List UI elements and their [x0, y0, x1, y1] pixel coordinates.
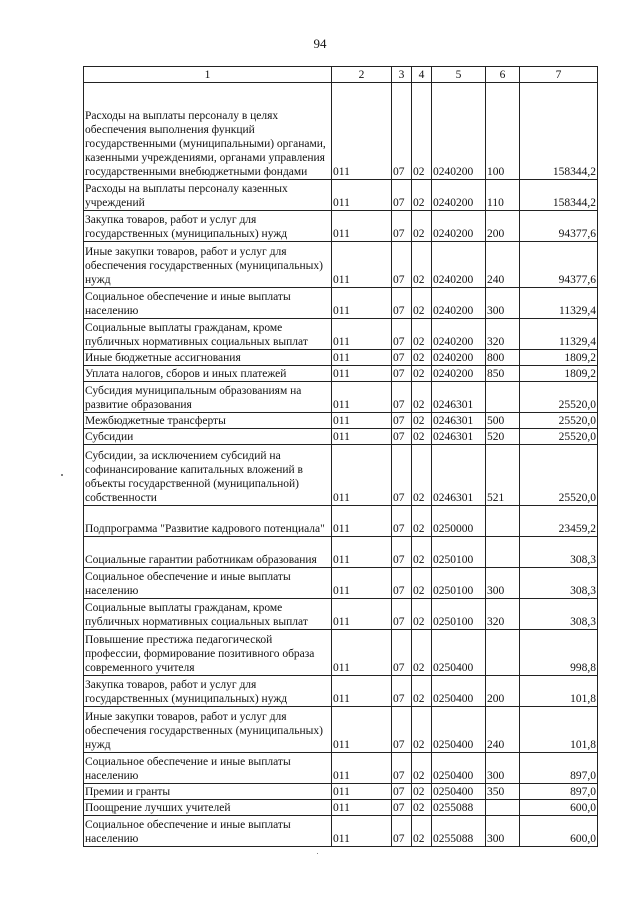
section-code-cell: 07: [392, 413, 412, 429]
subsection-code-cell: 02: [412, 83, 432, 180]
expense-type-cell: 100: [486, 83, 520, 180]
table-row: [84, 429, 598, 445]
expense-type-cell: 200: [486, 676, 520, 707]
expense-type-cell: [486, 382, 520, 413]
subsection-code-cell: 02: [412, 413, 432, 429]
target-article-cell: 0255088: [432, 816, 486, 847]
expense-type-cell: 300: [486, 753, 520, 784]
target-article-cell: 0240200: [432, 211, 486, 242]
amount-cell: 25520,0: [520, 445, 598, 506]
section-code-cell: 07: [392, 83, 412, 180]
amount-cell: 25520,0: [520, 413, 598, 429]
expense-type-cell: 850: [486, 366, 520, 382]
grbs-code-cell: 011: [332, 382, 392, 413]
expense-type-cell: 350: [486, 784, 520, 800]
grbs-code-cell: 011: [332, 413, 392, 429]
subsection-code-cell: 02: [412, 429, 432, 445]
target-article-cell: 0250400: [432, 630, 486, 676]
grbs-code-cell: 011: [332, 350, 392, 366]
row-name-cell: Социальное обеспечение и иные выплаты населению: [84, 816, 332, 847]
amount-cell: 308,3: [520, 568, 598, 599]
section-code-cell: 07: [392, 630, 412, 676]
section-code-cell: 07: [392, 180, 412, 211]
amount-cell: 23459,2: [520, 506, 598, 537]
section-code-cell: 07: [392, 211, 412, 242]
target-article-cell: 0250400: [432, 784, 486, 800]
section-code-cell: 07: [392, 753, 412, 784]
expense-type-cell: [486, 506, 520, 537]
amount-cell: 1809,2: [520, 366, 598, 382]
amount-cell: 1809,2: [520, 350, 598, 366]
section-code-cell: 07: [392, 506, 412, 537]
expense-type-cell: 800: [486, 350, 520, 366]
target-article-cell: 0250000: [432, 506, 486, 537]
subsection-code-cell: 02: [412, 568, 432, 599]
subsection-code-cell: 02: [412, 816, 432, 847]
row-name-cell: Социальные выплаты гражданам, кроме публичных нормативных социальных выплат: [84, 319, 332, 350]
row-name-cell: Поощрение лучших учителей: [84, 800, 332, 816]
page-number: 94: [313, 36, 327, 51]
grbs-code-cell: 011: [332, 537, 392, 568]
grbs-code-cell: 011: [332, 83, 392, 180]
table-row: [84, 630, 598, 676]
target-article-cell: 0255088: [432, 800, 486, 816]
column-header: 1: [84, 67, 332, 83]
target-article-cell: 0250400: [432, 707, 486, 753]
row-name-cell: Субсидии: [84, 429, 332, 445]
amount-cell: 600,0: [520, 800, 598, 816]
column-header: 5: [432, 67, 486, 83]
row-name-cell: Иные закупки товаров, работ и услуг для обеспечения государственных (муниципальных) нужд: [84, 242, 332, 288]
subsection-code-cell: 02: [412, 211, 432, 242]
expense-type-cell: 300: [486, 288, 520, 319]
amount-cell: 308,3: [520, 537, 598, 568]
target-article-cell: 0240200: [432, 180, 486, 211]
scan-speck: [317, 853, 318, 854]
expense-type-cell: [486, 537, 520, 568]
section-code-cell: 07: [392, 599, 412, 630]
grbs-code-cell: 011: [332, 288, 392, 319]
table-row: [84, 288, 598, 319]
subsection-code-cell: 02: [412, 366, 432, 382]
column-header: 4: [412, 67, 432, 83]
amount-cell: 94377,6: [520, 211, 598, 242]
expense-type-cell: 320: [486, 319, 520, 350]
row-name-cell: Субсидия муниципальным образованиям на развитие образования: [84, 382, 332, 413]
target-article-cell: 0240200: [432, 366, 486, 382]
table-row: [84, 83, 598, 180]
section-code-cell: 07: [392, 784, 412, 800]
scan-speck: [61, 474, 63, 476]
target-article-cell: 0250400: [432, 676, 486, 707]
target-article-cell: 0240200: [432, 242, 486, 288]
table-row: [84, 568, 598, 599]
section-code-cell: 07: [392, 537, 412, 568]
table-row: [84, 350, 598, 366]
grbs-code-cell: 011: [332, 506, 392, 537]
grbs-code-cell: 011: [332, 319, 392, 350]
section-code-cell: 07: [392, 242, 412, 288]
budget-table: [83, 66, 598, 847]
table-row: [84, 753, 598, 784]
grbs-code-cell: 011: [332, 445, 392, 506]
row-name-cell: Межбюджетные трансферты: [84, 413, 332, 429]
table-row: [84, 707, 598, 753]
table-row: [84, 676, 598, 707]
table-row: [84, 800, 598, 816]
amount-cell: 600,0: [520, 816, 598, 847]
section-code-cell: 07: [392, 445, 412, 506]
target-article-cell: 0240200: [432, 350, 486, 366]
grbs-code-cell: 011: [332, 800, 392, 816]
row-name-cell: Социальное обеспечение и иные выплаты населению: [84, 288, 332, 319]
row-name-cell: Закупка товаров, работ и услуг для государственных (муниципальных) нужд: [84, 211, 332, 242]
target-article-cell: 0250100: [432, 568, 486, 599]
amount-cell: 897,0: [520, 753, 598, 784]
target-article-cell: 0250400: [432, 753, 486, 784]
subsection-code-cell: 02: [412, 506, 432, 537]
grbs-code-cell: 011: [332, 599, 392, 630]
subsection-code-cell: 02: [412, 180, 432, 211]
amount-cell: 998,8: [520, 630, 598, 676]
section-code-cell: 07: [392, 429, 412, 445]
grbs-code-cell: 011: [332, 707, 392, 753]
amount-cell: 11329,4: [520, 319, 598, 350]
row-name-cell: Иные бюджетные ассигнования: [84, 350, 332, 366]
table-row: [84, 319, 598, 350]
row-name-cell: Повышение престижа педагогической профессии, формирование позитивного образа современного учителя: [84, 630, 332, 676]
row-name-cell: Уплата налогов, сборов и иных платежей: [84, 366, 332, 382]
table-row: [84, 242, 598, 288]
row-name-cell: Субсидии, за исключением субсидий на софинансирование капитальных вложений в объекты государственной (муниципальной) собственности: [84, 445, 332, 506]
grbs-code-cell: 011: [332, 242, 392, 288]
amount-cell: 158344,2: [520, 83, 598, 180]
grbs-code-cell: 011: [332, 180, 392, 211]
expense-type-cell: 500: [486, 413, 520, 429]
target-article-cell: 0246301: [432, 413, 486, 429]
grbs-code-cell: 011: [332, 568, 392, 599]
table-row: [84, 382, 598, 413]
subsection-code-cell: 02: [412, 599, 432, 630]
table-row: [84, 211, 598, 242]
section-code-cell: 07: [392, 568, 412, 599]
section-code-cell: 07: [392, 816, 412, 847]
grbs-code-cell: 011: [332, 753, 392, 784]
expense-type-cell: 520: [486, 429, 520, 445]
expense-type-cell: 110: [486, 180, 520, 211]
expense-type-cell: 521: [486, 445, 520, 506]
amount-cell: 11329,4: [520, 288, 598, 319]
table-row: [84, 784, 598, 800]
subsection-code-cell: 02: [412, 800, 432, 816]
grbs-code-cell: 011: [332, 630, 392, 676]
expense-type-cell: 240: [486, 242, 520, 288]
row-name-cell: Социальные гарантии работникам образования: [84, 537, 332, 568]
subsection-code-cell: 02: [412, 753, 432, 784]
table-row: [84, 816, 598, 847]
amount-cell: 158344,2: [520, 180, 598, 211]
subsection-code-cell: 02: [412, 707, 432, 753]
expense-type-cell: 300: [486, 816, 520, 847]
target-article-cell: 0246301: [432, 429, 486, 445]
section-code-cell: 07: [392, 707, 412, 753]
amount-cell: 25520,0: [520, 429, 598, 445]
subsection-code-cell: 02: [412, 445, 432, 506]
row-name-cell: Социальные выплаты гражданам, кроме публичных нормативных социальных выплат: [84, 599, 332, 630]
amount-cell: 101,8: [520, 707, 598, 753]
row-name-cell: Социальное обеспечение и иные выплаты населению: [84, 753, 332, 784]
target-article-cell: 0250100: [432, 537, 486, 568]
row-name-cell: Подпрограмма "Развитие кадрового потенциала": [84, 506, 332, 537]
section-code-cell: 07: [392, 319, 412, 350]
row-name-cell: Социальное обеспечение и иные выплаты населению: [84, 568, 332, 599]
subsection-code-cell: 02: [412, 319, 432, 350]
target-article-cell: 0250100: [432, 599, 486, 630]
target-article-cell: 0246301: [432, 382, 486, 413]
table-row: [84, 413, 598, 429]
amount-cell: 101,8: [520, 676, 598, 707]
expense-type-cell: 200: [486, 211, 520, 242]
expense-type-cell: 240: [486, 707, 520, 753]
table-row: [84, 537, 598, 568]
section-code-cell: 07: [392, 288, 412, 319]
grbs-code-cell: 011: [332, 366, 392, 382]
row-name-cell: Расходы на выплаты персоналу в целях обеспечения выполнения функций государственными (муниципальными) органами, казенными учреждениями, органами управления государственными внебюджетными фондами: [84, 83, 332, 180]
amount-cell: 25520,0: [520, 382, 598, 413]
subsection-code-cell: 02: [412, 382, 432, 413]
grbs-code-cell: 011: [332, 429, 392, 445]
row-name-cell: Премии и гранты: [84, 784, 332, 800]
expense-type-cell: [486, 630, 520, 676]
subsection-code-cell: 02: [412, 537, 432, 568]
grbs-code-cell: 011: [332, 211, 392, 242]
expense-type-cell: [486, 800, 520, 816]
amount-cell: 94377,6: [520, 242, 598, 288]
grbs-code-cell: 011: [332, 784, 392, 800]
table-row: [84, 180, 598, 211]
table-row: [84, 445, 598, 506]
subsection-code-cell: 02: [412, 242, 432, 288]
subsection-code-cell: 02: [412, 784, 432, 800]
grbs-code-cell: 011: [332, 816, 392, 847]
row-name-cell: Иные закупки товаров, работ и услуг для обеспечения государственных (муниципальных) нужд: [84, 707, 332, 753]
header-row: [84, 67, 598, 83]
expense-type-cell: 300: [486, 568, 520, 599]
section-code-cell: 07: [392, 366, 412, 382]
section-code-cell: 07: [392, 382, 412, 413]
table-row: [84, 366, 598, 382]
amount-cell: 308,3: [520, 599, 598, 630]
row-name-cell: Расходы на выплаты персоналу казенных учреждений: [84, 180, 332, 211]
target-article-cell: 0246301: [432, 445, 486, 506]
section-code-cell: 07: [392, 676, 412, 707]
table-row: [84, 506, 598, 537]
table-row: [84, 599, 598, 630]
column-header: 6: [486, 67, 520, 83]
expense-type-cell: 320: [486, 599, 520, 630]
grbs-code-cell: 011: [332, 676, 392, 707]
column-header: 7: [520, 67, 598, 83]
subsection-code-cell: 02: [412, 630, 432, 676]
target-article-cell: 0240200: [432, 83, 486, 180]
table-body: [84, 83, 598, 847]
row-name-cell: Закупка товаров, работ и услуг для государственных (муниципальных) нужд: [84, 676, 332, 707]
target-article-cell: 0240200: [432, 319, 486, 350]
column-header: 2: [332, 67, 392, 83]
subsection-code-cell: 02: [412, 288, 432, 319]
section-code-cell: 07: [392, 350, 412, 366]
amount-cell: 897,0: [520, 784, 598, 800]
target-article-cell: 0240200: [432, 288, 486, 319]
column-header: 3: [392, 67, 412, 83]
subsection-code-cell: 02: [412, 350, 432, 366]
subsection-code-cell: 02: [412, 676, 432, 707]
section-code-cell: 07: [392, 800, 412, 816]
